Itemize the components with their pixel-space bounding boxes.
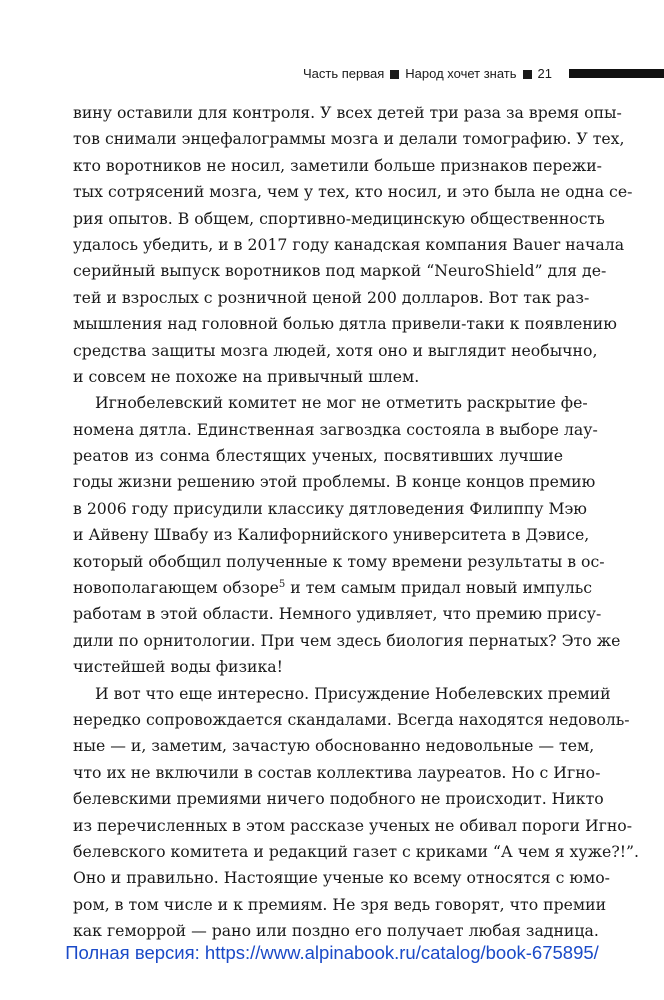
text-line: Оно и правильно. Настоящие ученые ко всему относятся с юмо- <box>73 868 610 888</box>
text-line: чистейшей воды физика! <box>73 657 283 677</box>
text-line: как геморрой — рано или поздно его получает любая задница. <box>73 921 599 941</box>
text-line: номена дятла. Единственная загвоздка состояла в выборе лау- <box>73 419 598 439</box>
text-line: в 2006 году присудили классику дятловедения Филиппу Мэю <box>73 498 587 518</box>
paragraph-1 <box>73 100 633 390</box>
text-line: вину оставили для контроля. У всех детей три раза за время опы- <box>73 103 622 122</box>
text-line: белевского комитета и редакций газет с криками “А чем я хуже?!”. <box>73 841 640 861</box>
full-version-link[interactable]: Полная версия: https://www.alpinabook.ru/catalog/book-675895/ <box>65 942 599 963</box>
text-line: который обобщил полученные к тому времени результаты в ос- <box>73 551 605 571</box>
text-line: тов снимали энцефалограммы мозга и делали томографию. У тех, <box>73 129 625 149</box>
text-line: работам в этой области. Немного удивляет, что премию прису- <box>73 604 602 624</box>
text-line: ные — и, заметим, зачастую обоснованно недовольные — тем, <box>73 736 595 756</box>
text-line: удалось убедить, и в 2017 году канадская компания Bauer начала <box>73 234 625 254</box>
header-bar-decoration <box>569 69 664 78</box>
text-line: серийный выпуск воротников под маркой “NeuroShield” для де- <box>73 261 607 281</box>
paragraph-3 <box>73 681 640 945</box>
text-line: И вот что еще интересно. Присуждение Нобелевских премий <box>95 683 611 703</box>
text-line: и Айвену Швабу из Калифорнийского университета в Дэвисе, <box>73 525 590 545</box>
text-line: что их не включили в состав коллектива лауреатов. Но с Игно- <box>73 762 601 782</box>
header-chapter-title: Народ хочет знать <box>405 66 517 81</box>
footnote-marker: 5 <box>278 578 286 590</box>
text-line-with-footnote <box>73 575 593 601</box>
text-line: ром, в том числе и к премиям. Не зря ведь говорят, что премии <box>73 894 607 914</box>
text-line: белевскими премиями ничего подобного не происходит. Никто <box>73 789 604 809</box>
running-header <box>0 64 664 84</box>
header-part-title: Часть первая <box>303 66 385 81</box>
text-line: тых сотрясений мозга, чем у тех, кто носил, и это была не одна се- <box>73 182 633 202</box>
page-number: 21 <box>537 66 552 81</box>
text-line: кто воротников не носил, заметили больше признаков пережи- <box>73 155 602 175</box>
text-line: дили по орнитологии. При чем здесь биология пернатых? Это же <box>73 630 621 650</box>
text-line: из перечисленных в этом рассказе ученых не обивал пороги Игно- <box>73 815 633 835</box>
text-line: средства защиты мозга людей, хотя оно и выглядит необычно, <box>73 340 598 360</box>
text-fragment: и тем самым придал новый импульс <box>285 578 593 598</box>
text-line: Игнобелевский комитет не мог не отметить раскрытие фе- <box>95 393 588 413</box>
paragraph-2 <box>73 390 621 680</box>
text-line: годы жизни решению этой проблемы. В конце концов премию <box>73 472 596 492</box>
body-text <box>73 100 640 945</box>
text-line: и совсем не похоже на привычный шлем. <box>73 366 420 386</box>
text-line: мышления над головной болью дятла привели-таки к появлению <box>73 314 617 334</box>
text-line: реатов из сонма блестящих ученых, посвятивших лучшие <box>73 446 563 466</box>
text-line: нередко сопровождается скандалами. Всегда находятся недоволь- <box>73 709 630 729</box>
text-line: рия опытов. В общем, спортивно-медицинскую общественность <box>73 208 605 228</box>
separator-square-icon <box>523 70 532 79</box>
text-line: тей и взрослых с розничной ценой 200 долларов. Вот так раз- <box>73 287 590 307</box>
running-header-text <box>303 64 552 84</box>
text-fragment: новополагающем обзоре <box>73 578 279 598</box>
separator-square-icon <box>390 70 399 79</box>
